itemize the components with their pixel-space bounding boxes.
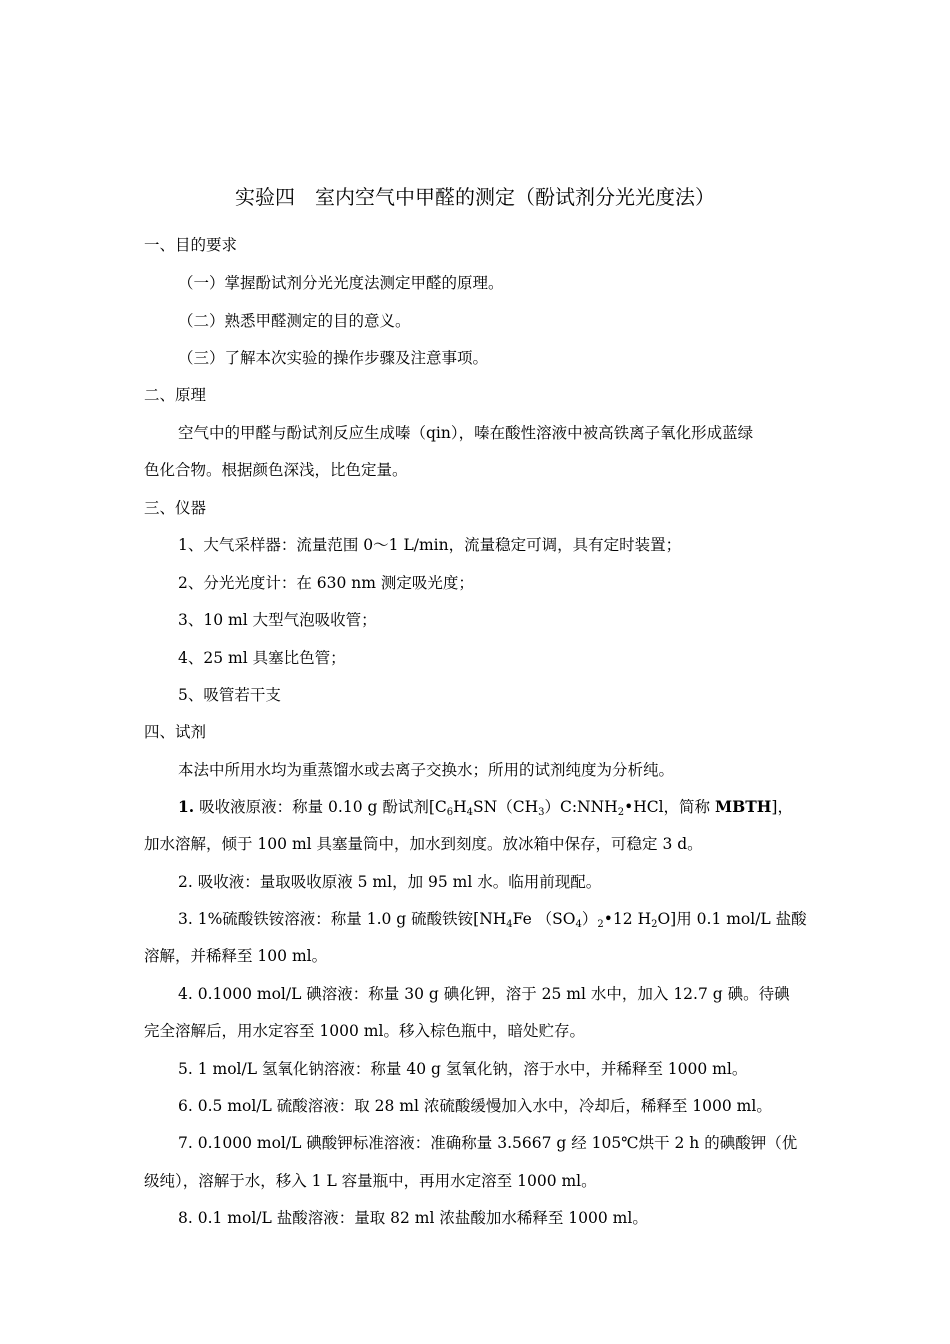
reagent-4: 4. 0.1000 mol/L 碘溶液：称量 30 g 碘化钾，溶于 25 ml 水中，加入 12.7 g 碘。待碘: [178, 985, 790, 1003]
page-title: [0, 183, 950, 211]
text-run: ）: [581, 910, 598, 928]
paragraph-line: 加水溶解，倾于 100 ml 具塞量筒中，加水到刻度。放冰箱中保存，可稳定 3 d。: [144, 835, 703, 853]
section-heading-4: 四、试剂: [144, 723, 207, 741]
subscript: 2: [597, 919, 604, 930]
list-item: 3、10 ml 大型气泡吸收管；: [178, 611, 377, 629]
list-item: （一）掌握酚试剂分光光度法测定甲醛的原理。: [178, 274, 504, 292]
text-run: Fe （SO: [512, 910, 576, 928]
text-run: •HCl，简称: [624, 798, 715, 816]
text-run: O]用 0.1 mol/L 盐酸: [657, 910, 807, 928]
text-run: 吸收液原液：称量 0.10 g 酚试剂[C: [194, 798, 447, 816]
title-sub: （酚试剂分光光度法）: [515, 185, 715, 209]
section-heading-1: 一、目的要求: [144, 236, 238, 254]
subscript: 4: [575, 919, 582, 930]
text-run: ）C:NNH: [544, 798, 618, 816]
text-run: SN（CH: [473, 798, 539, 816]
subscript: 3: [538, 807, 545, 818]
list-item: （二）熟悉甲醛测定的目的意义。: [178, 312, 411, 330]
reagent-8: 8. 0.1 mol/L 盐酸溶液：量取 82 ml 浓盐酸加水稀释至 1000 ml。: [178, 1209, 648, 1227]
text-run: H: [453, 798, 467, 816]
paragraph-line: 色化合物。根据颜色深浅，比色定量。: [144, 461, 408, 479]
list-item: 1、大气采样器：流量范围 0～1 L/min，流量稳定可调，具有定时装置；: [178, 536, 682, 554]
subscript: 2: [651, 919, 658, 930]
text-run: •12 H: [603, 910, 652, 928]
subscript: 4: [506, 919, 513, 930]
reagent-6: 6. 0.5 mol/L 硫酸溶液：取 28 ml 浓硫酸缓慢加入水中，冷却后，稀释至 1000 ml。: [178, 1097, 772, 1115]
list-item: 2、分光光度计：在 630 nm 测定吸光度；: [178, 574, 474, 592]
section-heading-2: 二、原理: [144, 386, 207, 404]
subscript: 4: [466, 807, 474, 818]
subscript: 2: [617, 807, 625, 818]
paragraph-line: 溶解，并稀释至 100 ml。: [144, 947, 328, 965]
reagent-2: 2. 吸收液：量取吸收原液 5 ml，加 95 ml 水。临用前现配。: [178, 873, 602, 891]
text-run: 3. 1%硫酸铁铵溶液：称量 1.0 g 硫酸铁铵[NH: [178, 910, 507, 928]
paragraph-line: 本法中所用水均为重蒸馏水或去离子交换水；所用的试剂纯度为分析纯。: [178, 761, 675, 779]
text-run: ]，: [771, 798, 793, 816]
list-item: 5、吸管若干支: [178, 686, 281, 704]
abbreviation: MBTH: [714, 797, 772, 816]
reagent-5: 5. 1 mol/L 氢氧化钠溶液：称量 40 g 氢氧化钠，溶于水中，并稀释至 1000 ml。: [178, 1060, 748, 1078]
title-main: 实验四 室内空气中甲醛的测定: [235, 185, 515, 209]
reagent-number: 1.: [178, 797, 195, 816]
list-item: 4、25 ml 具塞比色管；: [178, 649, 346, 667]
paragraph-line: 级纯），溶解于水，移入 1 L 容量瓶中，再用水定溶至 1000 ml。: [144, 1172, 597, 1190]
reagent-3: [178, 909, 807, 929]
list-item: （三）了解本次实验的操作步骤及注意事项。: [178, 349, 489, 367]
section-heading-3: 三、仪器: [144, 499, 207, 517]
reagent-7: 7. 0.1000 mol/L 碘酸钾标准溶液：准确称量 3.5667 g 经 105℃烘干 2 h 的碘酸钾（优: [178, 1134, 798, 1152]
reagent-1: [178, 797, 793, 817]
paragraph-line: 空气中的甲醛与酚试剂反应生成嗪（qin），嗪在酸性溶液中被高铁离子氧化形成蓝绿: [178, 424, 754, 442]
subscript: 6: [446, 807, 454, 818]
paragraph-line: 完全溶解后，用水定容至 1000 ml。移入棕色瓶中，暗处贮存。: [144, 1022, 585, 1040]
